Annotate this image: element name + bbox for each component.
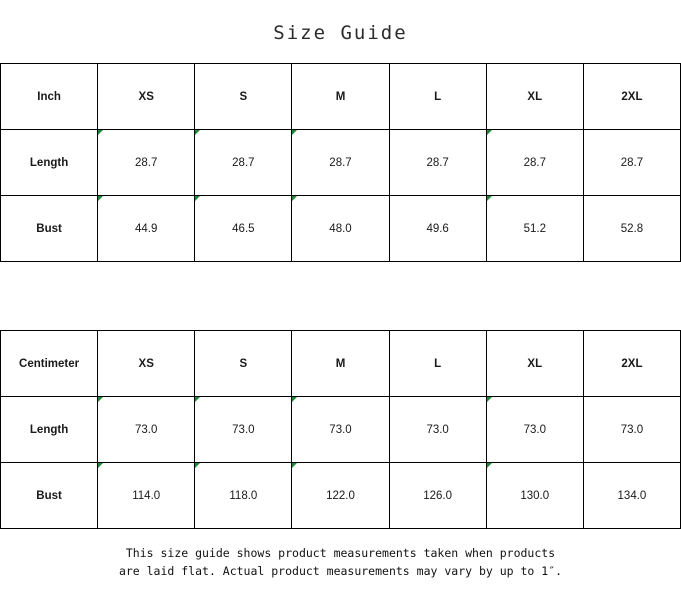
size-header-xl: XL — [486, 64, 583, 130]
cell-length-2xl: 28.7 — [583, 130, 680, 196]
row-label-bust: Bust — [1, 463, 98, 529]
footnote — [0, 529, 681, 581]
size-header-s: S — [195, 64, 292, 130]
cell-bust-2xl: 52.8 — [583, 196, 680, 262]
cell-length-m: 73.0 — [292, 397, 389, 463]
row-label-bust: Bust — [1, 196, 98, 262]
cell-bust-m: 48.0 — [292, 196, 389, 262]
table-header-row — [1, 331, 681, 397]
footnote-line-2: are laid flat. Actual product measurements may vary by up to 1″. — [118, 563, 563, 578]
cell-bust-s: 46.5 — [195, 196, 292, 262]
cell-bust-xs: 44.9 — [98, 196, 195, 262]
cell-length-s: 73.0 — [195, 397, 292, 463]
cell-bust-xl: 130.0 — [486, 463, 583, 529]
size-header-m: M — [292, 331, 389, 397]
size-header-xs: XS — [98, 331, 195, 397]
table-row — [1, 397, 681, 463]
size-header-m: M — [292, 64, 389, 130]
cell-length-xl: 73.0 — [486, 397, 583, 463]
cell-bust-2xl: 134.0 — [583, 463, 680, 529]
cell-length-l: 28.7 — [389, 130, 486, 196]
cell-bust-m: 122.0 — [292, 463, 389, 529]
table-header-row — [1, 64, 681, 130]
row-label-length: Length — [1, 130, 98, 196]
cell-bust-s: 118.0 — [195, 463, 292, 529]
unit-header-centimeter: Centimeter — [1, 331, 98, 397]
table-row — [1, 196, 681, 262]
cell-bust-l: 126.0 — [389, 463, 486, 529]
cell-length-xs: 28.7 — [98, 130, 195, 196]
table-row — [1, 130, 681, 196]
cell-bust-l: 49.6 — [389, 196, 486, 262]
size-header-l: L — [389, 64, 486, 130]
size-header-l: L — [389, 331, 486, 397]
size-header-xs: XS — [98, 64, 195, 130]
size-table-inch — [0, 63, 681, 262]
cell-length-2xl: 73.0 — [583, 397, 680, 463]
size-header-s: S — [195, 331, 292, 397]
table-spacer — [0, 262, 681, 330]
size-header-2xl: 2XL — [583, 331, 680, 397]
cell-length-m: 28.7 — [292, 130, 389, 196]
page-title: Size Guide — [273, 22, 408, 44]
cell-length-xl: 28.7 — [486, 130, 583, 196]
size-header-xl: XL — [486, 331, 583, 397]
cell-length-l: 73.0 — [389, 397, 486, 463]
footnote-line-1: This size guide shows product measurements taken when products — [125, 546, 556, 560]
unit-header-inch: Inch — [1, 64, 98, 130]
row-label-length: Length — [1, 397, 98, 463]
size-header-2xl: 2XL — [583, 64, 680, 130]
size-table-centimeter — [0, 330, 681, 529]
cell-length-s: 28.7 — [195, 130, 292, 196]
cell-length-xs: 73.0 — [98, 397, 195, 463]
cell-bust-xs: 114.0 — [98, 463, 195, 529]
table-row — [1, 463, 681, 529]
cell-bust-xl: 51.2 — [486, 196, 583, 262]
